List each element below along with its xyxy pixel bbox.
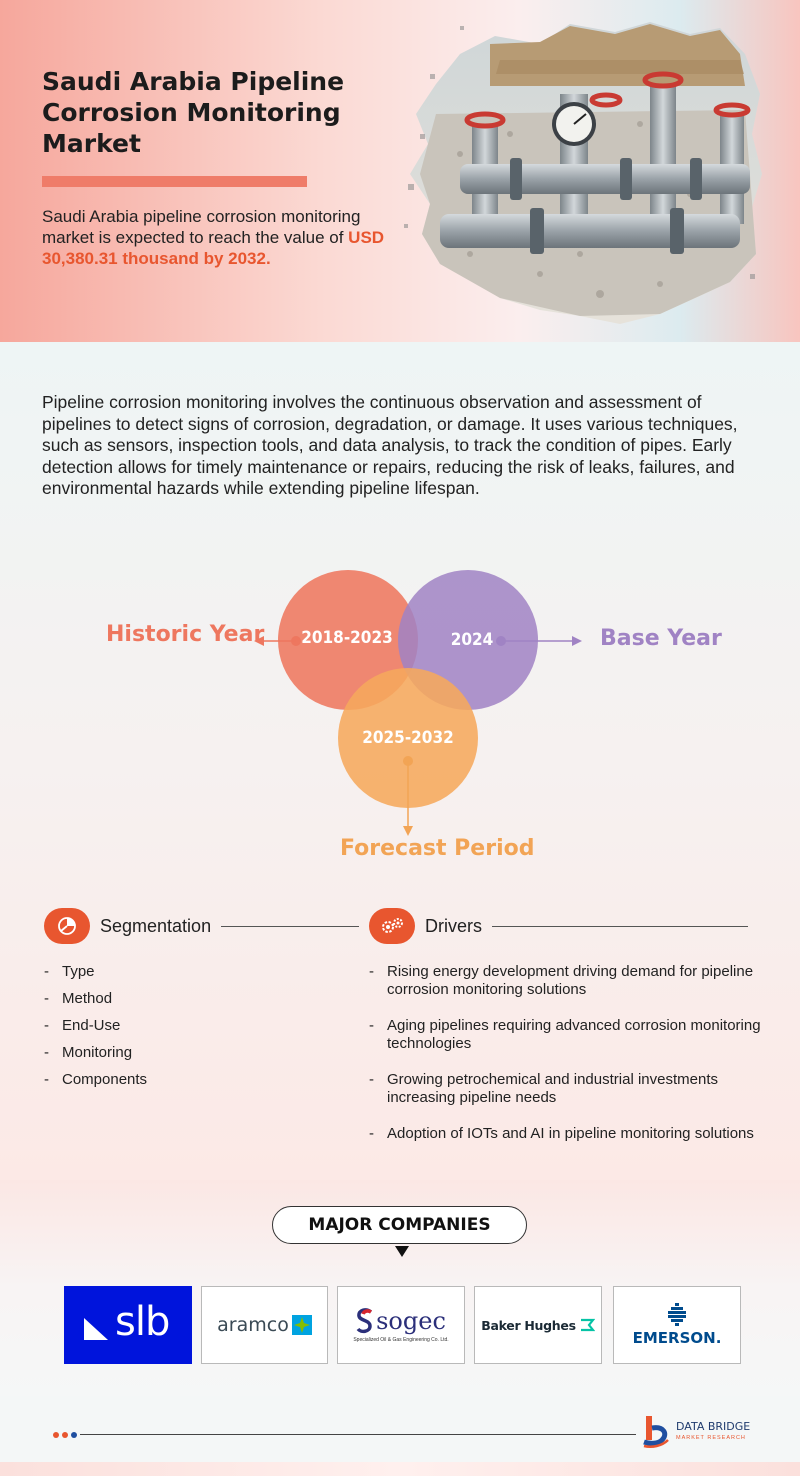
emerson-wordmark: EMERSON. bbox=[632, 1329, 722, 1347]
slb-logo bbox=[64, 1286, 192, 1364]
sogec-tagline: Specialized Oil & Gas Engineering Co. Ltd. bbox=[353, 1337, 449, 1343]
drivers-header bbox=[369, 908, 748, 944]
list-item: - Type bbox=[44, 963, 294, 981]
segmentation-header bbox=[44, 908, 359, 944]
hero-banner bbox=[0, 0, 800, 342]
footer-strip bbox=[0, 1462, 800, 1476]
list-item: - Components bbox=[44, 1071, 294, 1089]
list-item: - Adoption of IOTs and AI in pipeline monitoring solutions bbox=[369, 1125, 769, 1143]
list-item: - Aging pipelines requiring advanced corrosion monitoring technologies bbox=[369, 1017, 769, 1053]
historic-year-label: Historic Year bbox=[106, 622, 265, 647]
title-underline-bar bbox=[42, 176, 307, 187]
list-item: - Rising energy development driving demand for pipeline corrosion monitoring solutions bbox=[369, 963, 769, 999]
timeline-venn bbox=[0, 560, 800, 880]
market-value-summary bbox=[42, 206, 412, 269]
base-year-value: 2024 bbox=[450, 630, 494, 650]
historic-years: 2018-2023 bbox=[301, 628, 393, 648]
baker-hughes-wordmark: Baker Hughes bbox=[481, 1317, 576, 1333]
emerson-logo bbox=[613, 1286, 741, 1364]
list-item: - Growing petrochemical and industrial investments increasing pipeline needs bbox=[369, 1071, 769, 1107]
forecast-period-label: Forecast Period bbox=[340, 836, 535, 861]
list-item: - Method bbox=[44, 990, 294, 1008]
dots-icon bbox=[52, 1430, 82, 1440]
segmentation-list bbox=[44, 963, 294, 1098]
aramco-star-icon bbox=[292, 1315, 312, 1335]
gears-icon bbox=[369, 908, 415, 944]
pie-chart-icon bbox=[44, 908, 90, 944]
sogec-logo bbox=[337, 1286, 465, 1364]
major-companies-title: MAJOR COMPANIES bbox=[272, 1206, 527, 1244]
emerson-mark-icon bbox=[666, 1303, 688, 1327]
baker-hughes-chevron-icon bbox=[579, 1318, 595, 1332]
data-bridge-mark-icon bbox=[642, 1414, 672, 1450]
drivers-title: Drivers bbox=[425, 915, 482, 936]
drivers-list bbox=[369, 963, 769, 1161]
segmentation-divider bbox=[221, 926, 359, 927]
sogec-wordmark: sogec bbox=[376, 1307, 446, 1335]
aramco-logo bbox=[201, 1286, 328, 1364]
list-item: - End-Use bbox=[44, 1017, 294, 1035]
list-item: - Monitoring bbox=[44, 1044, 294, 1062]
page-title: Saudi Arabia Pipeline Corrosion Monitoring Market bbox=[42, 67, 345, 158]
slb-wordmark: slb bbox=[115, 1299, 170, 1345]
base-year-label: Base Year bbox=[600, 626, 722, 651]
pipeline-photo bbox=[400, 14, 770, 332]
footer-divider bbox=[80, 1434, 636, 1435]
market-value-highlight: USD 30,380.31 thousand by 2032. bbox=[42, 228, 385, 268]
data-bridge-wordmark: DATA BRIDGE bbox=[676, 1420, 751, 1433]
drivers-divider bbox=[492, 926, 748, 927]
market-value-prefix: Saudi Arabia pipeline corrosion monitoring market is expected to reach the value of bbox=[42, 207, 361, 247]
sogec-s-icon bbox=[356, 1308, 374, 1334]
down-arrow-icon bbox=[395, 1246, 409, 1257]
forecast-years: 2025-2032 bbox=[362, 728, 454, 748]
data-bridge-tagline: MARKET RESEARCH bbox=[676, 1435, 746, 1441]
data-bridge-logo bbox=[642, 1414, 762, 1450]
baker-hughes-logo bbox=[474, 1286, 602, 1364]
aramco-wordmark: aramco bbox=[217, 1314, 289, 1336]
intro-paragraph: Pipeline corrosion monitoring involves the continuous observation and assessment of pipelines to detect signs of corrosion, degradation, or damage. It uses various techniques, such as sensors, inspection tools, and data analysis, to track the condition of pipes. Early detection allows for timely maintenance or repairs, reducing the risk of leaks, failures, and environmental hazards while extending pipeline lifespan. bbox=[42, 392, 738, 498]
segmentation-title: Segmentation bbox=[100, 915, 212, 936]
timeline-connectors bbox=[0, 560, 800, 880]
